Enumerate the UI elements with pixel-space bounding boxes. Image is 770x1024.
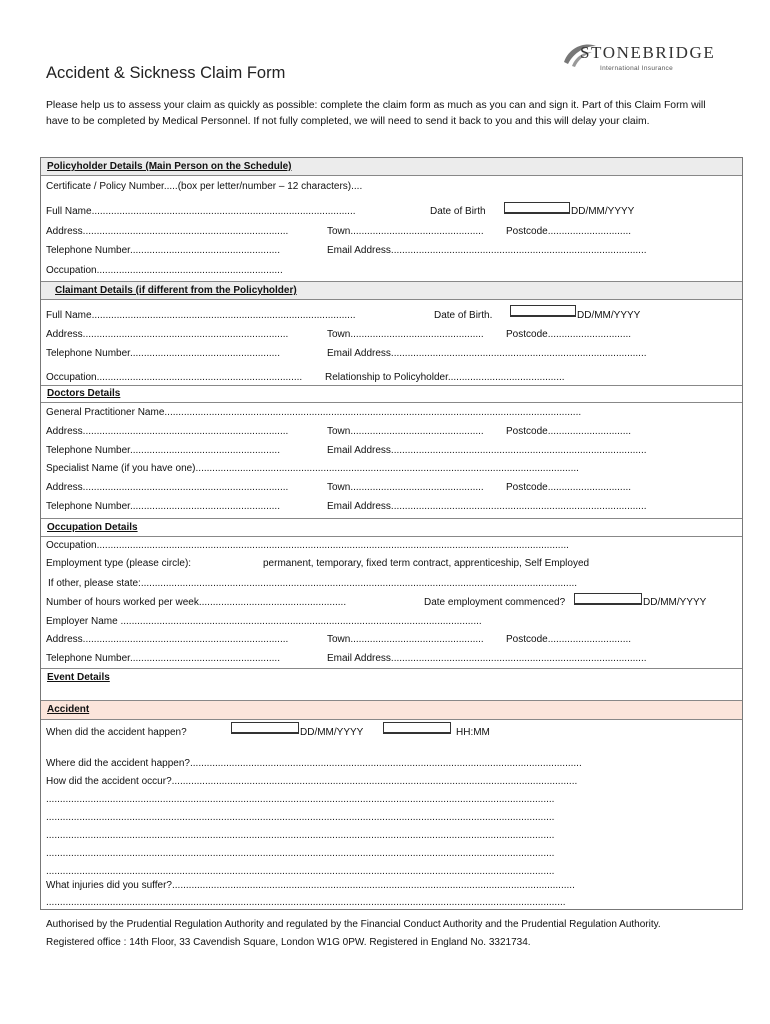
- accident-when-label: When did the accident happen?: [46, 727, 187, 738]
- logo-main-text: STONEBRIDGE: [580, 43, 716, 62]
- claimant-full-name-field[interactable]: Full Name...............................................................................................: [46, 310, 356, 321]
- hours-worked-field[interactable]: Number of hours worked per week.....................................................: [46, 597, 347, 608]
- specialist-email-field[interactable]: Email Address............................................................................................: [327, 501, 647, 512]
- employer-name-field[interactable]: Employer Name ..................................................................................................................................: [46, 616, 482, 627]
- event-header: Event Details: [47, 672, 110, 683]
- gp-name-field[interactable]: General Practitioner Name......................................................................................................................................................: [46, 407, 582, 418]
- employment-other-field[interactable]: If other, please state:.............................................................................................................................................................: [48, 578, 578, 589]
- page-title: Accident & Sickness Claim Form: [46, 64, 286, 82]
- claimant-relationship-field[interactable]: Relationship to Policyholder..........................................: [325, 372, 565, 383]
- blank-line[interactable]: .......................................................................................................................................................................................: [46, 794, 555, 805]
- logo-sub-text: International Insurance: [600, 65, 674, 72]
- gp-telephone-field[interactable]: Telephone Number......................................................: [46, 445, 280, 456]
- specialist-telephone-field[interactable]: Telephone Number......................................................: [46, 501, 280, 512]
- accident-time-box[interactable]: [383, 722, 451, 734]
- certificate-field[interactable]: Certificate / Policy Number.....(box per letter/number – 12 characters)....: [46, 181, 363, 192]
- policyholder-dob-box[interactable]: [504, 202, 570, 214]
- claimant-dob-format: DD/MM/YYYY: [577, 310, 641, 321]
- accident-time-format: HH:MM: [456, 727, 490, 738]
- occupation-header: Occupation Details: [47, 522, 138, 533]
- divider: [41, 536, 742, 537]
- occupation-field[interactable]: Occupation..........................................................................................................................................................................: [46, 540, 569, 551]
- claimant-town-field[interactable]: Town................................................: [327, 329, 484, 340]
- employer-address-field[interactable]: Address..........................................................................: [46, 634, 289, 645]
- blank-line[interactable]: .......................................................................................................................................................................................: [46, 866, 555, 877]
- employer-postcode-field[interactable]: Postcode..............................: [506, 634, 632, 645]
- policyholder-address-field[interactable]: Address..........................................................................: [46, 226, 289, 237]
- policyholder-telephone-field[interactable]: Telephone Number......................................................: [46, 245, 280, 256]
- employment-type-label: Employment type (please circle):: [46, 558, 192, 569]
- gp-town-field[interactable]: Town................................................: [327, 426, 484, 437]
- claimant-occupation-field[interactable]: Occupation..........................................................................: [46, 372, 303, 383]
- date-commenced-format: DD/MM/YYYY: [643, 597, 707, 608]
- policyholder-dob-label: Date of Birth: [430, 206, 486, 217]
- employer-email-field[interactable]: Email Address............................................................................................: [327, 653, 647, 664]
- blank-line[interactable]: .......................................................................................................................................................................................: [46, 812, 555, 823]
- claimant-postcode-field[interactable]: Postcode..............................: [506, 329, 632, 340]
- policyholder-postcode-field[interactable]: Postcode..............................: [506, 226, 632, 237]
- accident-how-field[interactable]: How did the accident occur?..................................................................................................................................................: [46, 776, 578, 787]
- claimant-telephone-field[interactable]: Telephone Number......................................................: [46, 348, 280, 359]
- footer-text: Authorised by the Prudential Regulation Authority and regulated by the Financial Conduct Authority and the Prudential Regulation Authority. Registered office : 14th Floor, 33 Cavendish Square, London W1G 0PW. Registered in England No. 3321734.: [46, 919, 661, 948]
- gp-postcode-field[interactable]: Postcode..............................: [506, 426, 632, 437]
- claimant-dob-label: Date of Birth.: [434, 310, 493, 321]
- specialist-town-field[interactable]: Town................................................: [327, 482, 484, 493]
- employer-town-field[interactable]: Town................................................: [327, 634, 484, 645]
- policyholder-full-name-field[interactable]: Full Name...............................................................................................: [46, 206, 356, 217]
- policyholder-town-field[interactable]: Town................................................: [327, 226, 484, 237]
- policyholder-email-field[interactable]: Email Address............................................................................................: [327, 245, 647, 256]
- date-commenced-label: Date employment commenced?: [424, 597, 566, 608]
- divider: [41, 402, 742, 403]
- employer-telephone-field[interactable]: Telephone Number......................................................: [46, 653, 280, 664]
- date-commenced-box[interactable]: [574, 593, 642, 605]
- policyholder-dob-format: DD/MM/YYYY: [571, 206, 635, 217]
- blank-line[interactable]: .......................................................................................................................................................................................: [46, 830, 555, 841]
- divider: [41, 175, 742, 176]
- intro-text: Please help us to assess your claim as quickly as possible: complete the claim form as much as you can and sign it. Part of this Claim Form will have to be completed by Medical Personnel. If not fully completed, we will need to send it back to you and this will delay your claim.: [46, 100, 706, 127]
- gp-address-field[interactable]: Address..........................................................................: [46, 426, 289, 437]
- accident-date-format: DD/MM/YYYY: [300, 727, 364, 738]
- gp-email-field[interactable]: Email Address............................................................................................: [327, 445, 647, 456]
- policyholder-occupation-field[interactable]: Occupation...................................................................: [46, 265, 283, 276]
- specialist-name-field[interactable]: Specialist Name (if you have one)..........................................................................................................................................: [46, 463, 579, 474]
- accident-header: Accident: [41, 701, 742, 719]
- employment-type-options[interactable]: permanent, temporary, fixed term contract, apprenticeship, Self Employed: [263, 558, 590, 569]
- company-logo: [560, 40, 716, 80]
- blank-line[interactable]: .......................................................................................................................................................................................: [46, 848, 555, 859]
- final-blank-line[interactable]: ...........................................................................................................................................................................................: [46, 897, 566, 908]
- specialist-postcode-field[interactable]: Postcode..............................: [506, 482, 632, 493]
- divider: [41, 719, 742, 720]
- claimant-dob-box[interactable]: [510, 305, 576, 317]
- accident-where-field[interactable]: Where did the accident happen?.............................................................................................................................................: [46, 758, 582, 769]
- claimant-header: Claimant Details (if different from the Policyholder): [41, 282, 742, 299]
- claimant-email-field[interactable]: Email Address............................................................................................: [327, 348, 647, 359]
- divider: [41, 299, 742, 300]
- injuries-field[interactable]: What injuries did you suffer?.................................................................................................................................................: [46, 880, 575, 891]
- doctors-header: Doctors Details: [47, 388, 121, 399]
- accident-date-box[interactable]: [231, 722, 299, 734]
- policyholder-header: Policyholder Details (Main Person on the Schedule): [41, 158, 742, 175]
- claimant-address-field[interactable]: Address..........................................................................: [46, 329, 289, 340]
- specialist-address-field[interactable]: Address..........................................................................: [46, 482, 289, 493]
